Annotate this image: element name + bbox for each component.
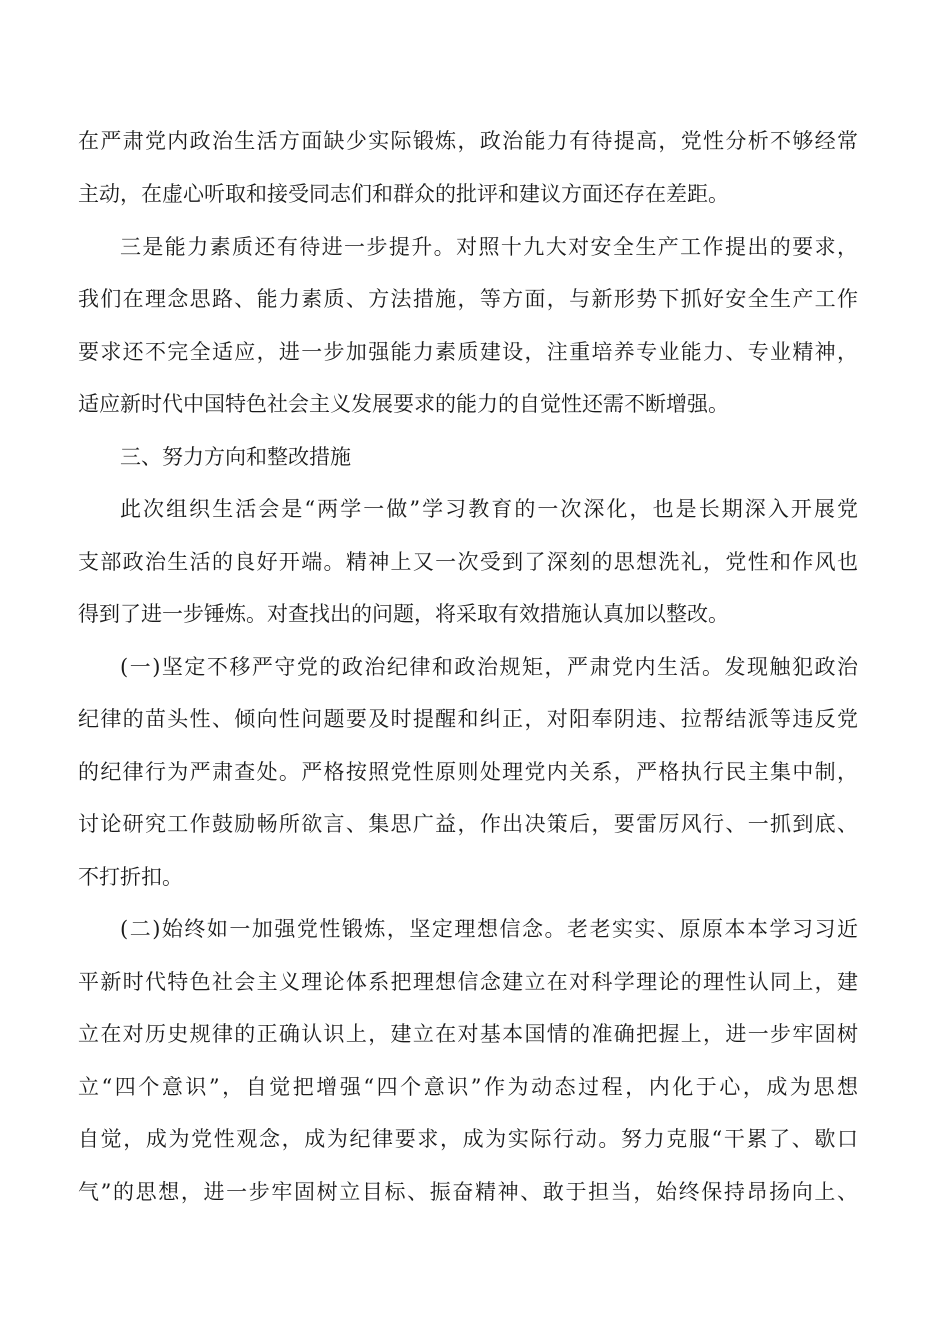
text-line: 平新时代特色社会主义理论体系把理想信念建立在对科学理论的理性认同上，建 <box>78 970 858 994</box>
text-line: (一)坚定不移严守党的政治纪律和政治规矩，严肃党内生活。发现触犯政治 <box>120 655 858 679</box>
text-line: 气”的思想，进一步牢固树立目标、振奋精神、敢于担当，始终保持昂扬向上、 <box>78 1180 858 1204</box>
text-line: 三是能力素质还有待进一步提升。对照十九大对安全生产工作提出的要求， <box>120 235 858 259</box>
text-line: 自觉，成为党性观念，成为纪律要求，成为实际行动。努力克服“干累了、歇口 <box>78 1127 858 1151</box>
text-line: 支部政治生活的良好开端。精神上又一次受到了深刻的思想洗礼，党性和作风也 <box>78 550 858 574</box>
text-line: 主动，在虚心听取和接受同志们和群众的批评和建议方面还存在差距。 <box>78 182 729 206</box>
text-line: (二)始终如一加强党性锻炼，坚定理想信念。老老实实、原原本本学习习近 <box>120 917 858 941</box>
text-line: 纪律的苗头性、倾向性问题要及时提醒和纠正，对阳奉阴违、拉帮结派等违反党 <box>78 707 858 731</box>
text-line: 在严肃党内政治生活方面缺少实际锻炼，政治能力有待提高，党性分析不够经常 <box>78 129 858 153</box>
text-line: 讨论研究工作鼓励畅所欲言、集思广益，作出决策后，要雷厉风行、一抓到底、 <box>78 812 858 836</box>
text-line: 要求还不完全适应，进一步加强能力素质建设，注重培养专业能力、专业精神， <box>78 340 858 364</box>
text-line: 适应新时代中国特色社会主义发展要求的能力的自觉性还需不断增强。 <box>78 392 729 416</box>
text-line: 的纪律行为严肃查处。严格按照党性原则处理党内关系，严格执行民主集中制， <box>78 760 858 784</box>
text-line: 不打折扣。 <box>78 865 183 889</box>
section-heading: 三、努力方向和整改措施 <box>120 445 351 469</box>
text-line: 立“四个意识”，自觉把增强“四个意识”作为动态过程，内化于心，成为思想 <box>78 1075 858 1099</box>
text-line: 我们在理念思路、能力素质、方法措施，等方面，与新形势下抓好安全生产工作 <box>78 287 858 311</box>
text-line: 此次组织生活会是“两学一做”学习教育的一次深化，也是长期深入开展党 <box>120 497 858 521</box>
text-line: 立在对历史规律的正确认识上，建立在对基本国情的准确把握上，进一步牢固树 <box>78 1022 858 1046</box>
text-line: 得到了进一步锤炼。对查找出的问题，将采取有效措施认真加以整改。 <box>78 602 729 626</box>
